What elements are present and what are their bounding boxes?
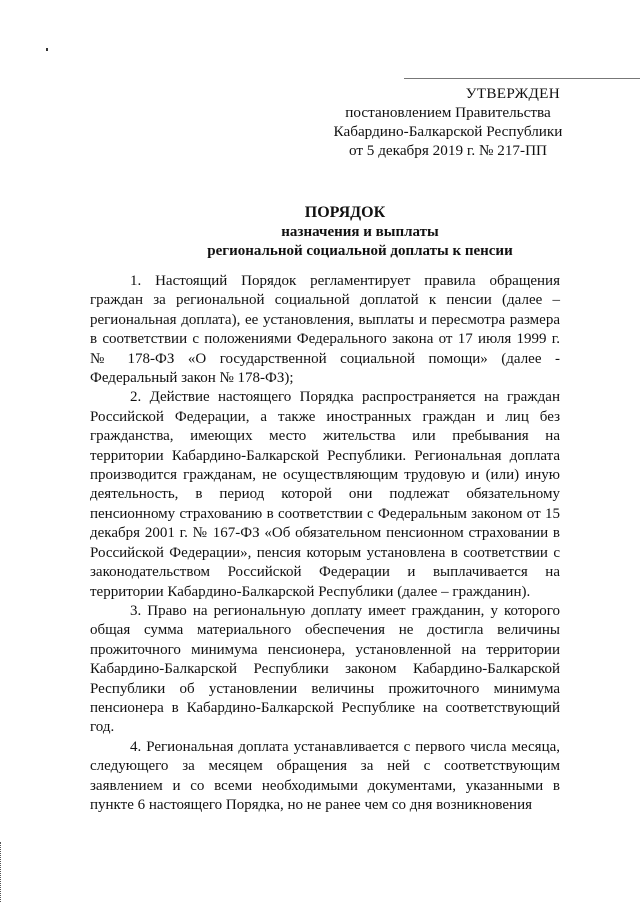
document-subtitle-2: региональной социальной доплаты к пенсии	[207, 243, 513, 259]
paragraph-3: 3. Право на региональную доплату имеет гражданин, у которого общая сумма материального обеспечения не достигла величины прожиточного минимума пенсионера, установленной на территории Кабардино-Балкарской Республики законом Кабардино-Балкарской Республики об установлении величины прожиточного минимума пенсионера в Кабардино-Балкарской Республике на соответствующий год.	[90, 602, 560, 736]
approval-line-2: Кабардино-Балкарской Республики	[333, 123, 563, 140]
paragraph-4: 4. Региональная доплата устанавливается с первого числа месяца, следующего за месяцем обращения за ней с соответствующим заявлением и со всеми необходимыми документами, указанными в пункте 6 настоящего Порядка, но не ранее чем со дня возникновения	[90, 738, 560, 813]
approval-line-3: от 5 декабря 2019 г. № 217-ПП	[348, 142, 548, 159]
scan-margin-marks	[0, 842, 3, 902]
document-body	[90, 272, 560, 815]
approval-stamp-block	[318, 84, 578, 160]
document-heading	[0, 203, 640, 261]
paragraph-1: 1. Настоящий Порядок регламентирует правила обращения граждан за региональной социальной доплатой к пенсии (далее – региональная доплата), ее установления, выплаты и пересмотра размера в соответствии с положениями Федерального закона от 17 июля 1999 г. № 178-ФЗ «О государственной социальной помощи» (далее - Федеральный закон № 178-ФЗ);	[90, 273, 560, 387]
scan-speck	[46, 48, 48, 51]
paragraph-2: 2. Действие настоящего Порядка распространяется на граждан Российской Федерации, а также иностранных граждан и лиц без гражданства, имеющих место жительства или пребывания на территории Кабардино-Балкарской Республики. Региональная доплата производится гражданам, не осуществляющим трудовую и (или) иную деятельность, в период которой они подлежат обязательному пенсионному страхованию в соответствии с Федеральным законом от 15 декабря 2001 г. № 167-ФЗ «Об обязательном пенсионном страховании в Российской Федерации», пенсия которым установлена в соответствии с законодательством Российской Федерации и выплачивается на территории Кабардино-Балкарской Республики (далее – гражданин).	[90, 389, 560, 600]
document-subtitle-1: назначения и выплаты	[281, 224, 439, 240]
document-title: ПОРЯДОК	[304, 204, 386, 221]
approval-line-1: постановлением Правительства	[345, 104, 551, 121]
approval-title: УТВЕРЖДЕН	[465, 85, 560, 102]
scan-edge-line	[404, 78, 640, 79]
